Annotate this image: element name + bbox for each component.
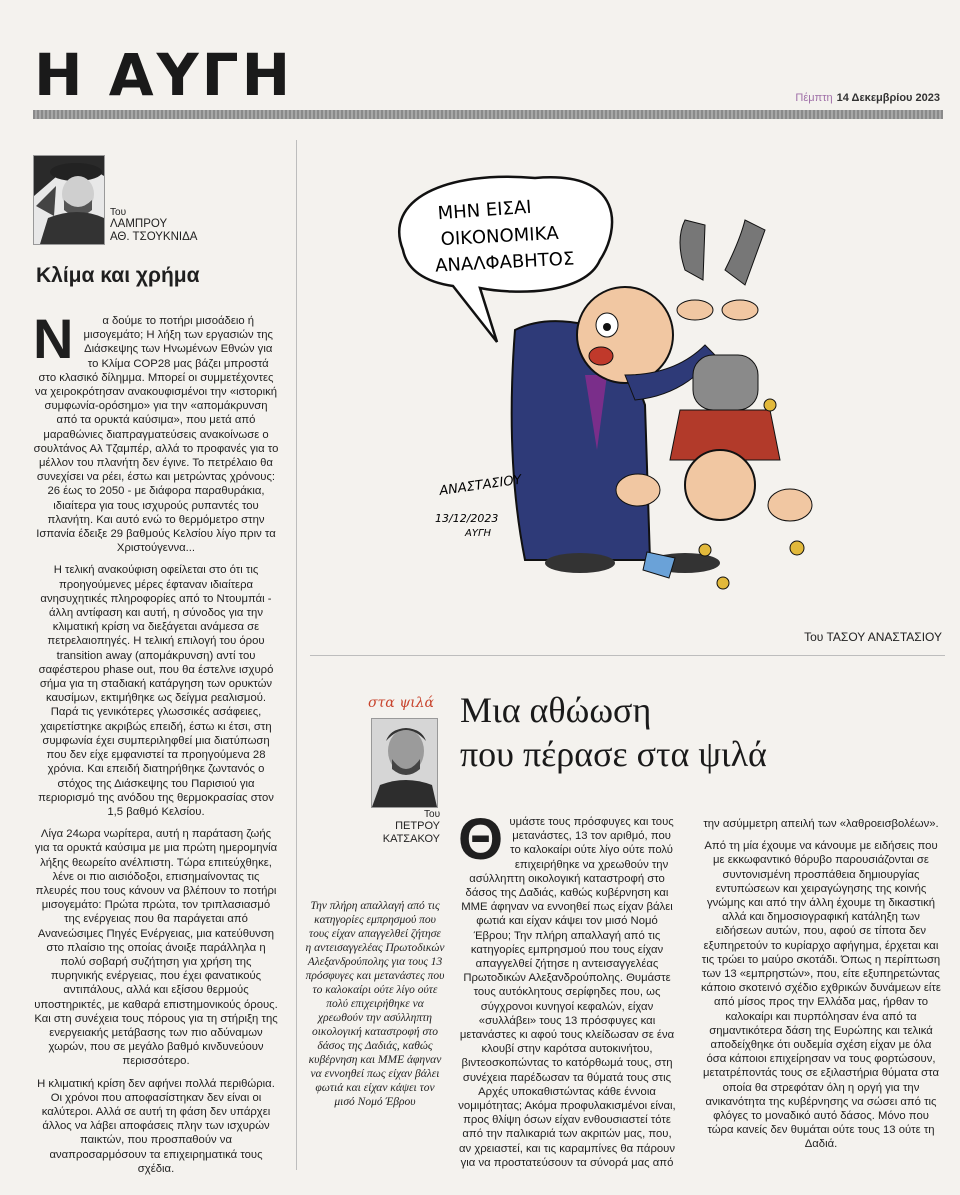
feature-author-prefix: Του [424, 809, 441, 820]
feature-paragraph: Θυμάστε τους πρόσφυγες και τους μετανάστες, 13 τον αριθμό, που το καλοκαίρι ούτε λίγο ούτε πολύ επιχειρήθηκε να χρεωθούν την ασύλληπτη οικολογική καταστροφή στο δάσος της Δαδιάς, καθώς κυβέρνηση και ΜΜΕ άφηναν να εννοηθεί πως είχαν βάλει φωτιά και είχαν κάψει τον μισό Νομό Έβρου; Την πλήρη απαλλαγή από τις κατηγορίες εμπρησμού που τους είχαν απαγγελθεί ζήτησε η αντεισαγγελέας Πρωτοδικών Αλεξανδρούπολης. Θυμάστε τους αυτόκλητους σερίφηδες που, ως σύγχρονοι κυνηγοί κεφαλών, είχαν «συλλάβει» τους 13 πρόσφυγες και μετανάστες κι αφού τους κλείδωσαν σε ένα κλουβί στην καρότσα αυτοκινήτου, βιντεοσκοπώντας το κατόρθωμά τους, στη συνέχεια παρέδωσαν τα θύματά τους στις Αρχές υποκαθιστώντας κάθε έννοια νομιμότητας; Ακόμα προφυλακισμένοι είναι, προς θλίψη όσων είχαν ενθουσιαστεί τότε από την παλικαριά των ακριτών μας, που, αν χρειαστεί, και τις καραμπίνες θα πάρουν για να προστατεύσουν τα σύνορά μας από [458, 807, 676, 1169]
cartoonist-signature: ΑΝΑΣΤΑΣΙΟΥ [438, 472, 523, 499]
author-prefix: Του [110, 207, 127, 218]
column-divider [296, 140, 297, 1170]
column-title: Κλίμα και χρήμα [36, 264, 200, 287]
feature-author-byline [366, 820, 440, 846]
cartoon-paper: ΑΥΓΗ [465, 528, 492, 539]
author-last-name: ΑΘ. ΤΣΟΥΚΝΙΔΑ [110, 231, 198, 243]
author-photo [33, 155, 105, 245]
dateline [795, 92, 940, 104]
feature-paragraph: την ασύμμετρη απειλή των «λαθροεισβολέων». [703, 818, 939, 830]
column-paragraph: Η κλιματική κρίση δεν αφήνει πολλά περιθώρια. Οι χρόνοι που αποφασίστηκαν δεν είναι οι καλύτεροι. Αλλά σε αυτή τη φάση δεν υπάρχει άλλος να λάβει αποφάσεις πλην των ισχυρών παικτών, που προσπαθούν να αναπροσαρμόσουν τα επιχειρηματικά τους σχέδια. [37, 1077, 275, 1175]
feature-author-first: ΠΕΤΡΟΥ [395, 820, 440, 832]
cartoon-credit [804, 630, 942, 644]
cartoon-credit-prefix: Του [804, 630, 824, 644]
column-body [33, 307, 279, 1184]
author-first-name: ΛΑΜΠΡΟΥ [110, 218, 168, 230]
column-dropcap: Ν [33, 307, 74, 370]
column-paragraph: Λίγα 24ωρα νωρίτερα, αυτή η παράταση ζωής για τα ορυκτά καύσιμα με μια πρώτη ημερομηνία λήξης θεωρείτο ανέλπιστη. Τώρα επιτεύχθηκε, λένε οι πιο αισιόδοξοι, επισημαίνοντας τις πλευρές που τους κάνουν να βλέπουν το ποτήρι μισογεμάτο: Πρώτα πρώτα, τον τριπλασιασμό της ενέργειας που θα παράγεται από Ανανεώσιμες Πηγές Ενέργειας, μια κατεύθυνση στο πλαίσιο της οποίας άνοιξε παράλληλα η πολύ σοβαρή συζήτηση για χρήση της πυρηνικής ενέργειας, που έχει φανατικούς αντιπάλους, αλλά και εξίσου θερμούς υποστηρικτές, με καθαρά επιστημονικούς όρους. Και στη συνέχεια τους πόρους για τη στήριξη της ενεργειακής μετάβασης των πιο αδύναμων χωρών, που σε μεγάλο βαθμό κινδυνεύουν περισσότερο. [34, 828, 278, 1068]
feature-column-1 [458, 807, 676, 1178]
cartoon-credit-name: ΤΑΣΟΥ ΑΝΑΣΤΑΣΙΟΥ [826, 630, 942, 644]
column-paragraph: Ν α δούμε το ποτήρι μισοάδειο ή μισογεμάτο; Η λήξη των εργασιών της Διάσκεψης των Ηνωμένων Εθνών για το Κλίμα COP28 μας βάζει μπροστά στο κλασικό δίλημμα. Μπορεί οι συμμετέχοντες να χειροκρότησαν ανακουφισμένοι την «ιστορική συμφωνία-ορόσημο» για την «απομάκρυνση από τα ορυκτά καύσιμα», που μετά από μαραθώνιες διαπραγματεύσεις ανακοίνωσε ο σουλτάνος Αλ Τζαμπέρ, αλλά το προφανές για το μέλλον του πλανήτη δεν έγινε. Το πετρέλαιο θα συνεχίσει να ρέει, έστω και μετρώντας χρόνους: 26 έως το 2050 - με διάφορα παραθυράκια, ιδιαίτερα για τους ισχυρούς ρυπαντές του πλανήτη. Και αυτό ενώ το θερμόμετρο στην Ισπανία έδειξε 29 βαθμούς Κελσίου λίγο πριν τα Χριστούγεννα... [33, 307, 279, 555]
section-divider [310, 655, 945, 656]
speech-line-3: ΑΝΑΛΦΑΒΗΤΟΣ [434, 248, 575, 277]
feature-column-2 [700, 817, 942, 1160]
feature-headline [460, 688, 767, 776]
masthead-rule [33, 110, 943, 119]
headline-line-1: Μια αθώωση [460, 690, 652, 730]
editorial-cartoon [385, 160, 925, 630]
section-tag: στα ψιλά [368, 695, 435, 711]
speech-line-2: ΟΙΚΟΝΟΜΙΚΑ [440, 222, 560, 251]
author-byline [110, 218, 230, 244]
feature-author-photo [371, 718, 438, 808]
feature-paragraph: Από τη μία έχουμε να κάνουμε με ειδήσεις που με εκκωφαντικό θόρυβο παρουσιάζονται σε συντονισμένη προσπάθεια δημιουργίας εντυπώσεων και χειραγώγησης της κοινής γνώμης και από την άλλη έχουμε τη δικαστική αλλά και δημοσιογραφική κατάληξη των ειδήσεων αυτών, που, αφού σε τίποτα δεν εξυπηρετούν το κυρίαρχο αφήγημα, έρχεται και τις τρώει το μαύρο σκοτάδι. Όπως η περίπτωση των 13 «εμπρηστών», που, είτε εξυπηρετώντας κάποιο σκοτεινό σχέδιο εχθρικών δυνάμεων είτε από μίσος προς την Ελλάδα μας, ήρθαν το καλοκαίρι και πυρπόλησαν ένα από τα σημαντικότερα δάση της Ευρώπης και τελικά αποδείχθηκε ότι ουδεμία σχέση είχαν με όλα όσα κάποιοι επιχείρησαν να τους φορτώσουν, μετατρέποντάς τους σε εξιλαστήρια θύματα στα οποία θα στρεφόταν όλη η οργή για την ανικανότητα της κυβέρνησης να σώσει από τις φλόγες το μοναδικό αυτό δάσος. Μόνο που τώρα κανείς δεν θυμάται ούτε τους 13 ούτε τη Δαδιά. [701, 840, 941, 1151]
dateline-day: Πέμπτη [795, 92, 833, 104]
speech-line-1: ΜΗΝ ΕΙΣΑΙ [437, 196, 533, 225]
dateline-date: 14 Δεκεμβρίου 2023 [836, 92, 940, 104]
feature-dropcap: Θ [458, 807, 504, 872]
headline-line-2: που πέρασε στα ψιλά [460, 734, 767, 774]
feature-author-last: ΚΑΤΣΑΚΟΥ [382, 833, 440, 845]
newspaper-masthead: Η ΑΥΓΗ [34, 41, 294, 109]
column-paragraph: Η τελική ανακούφιση οφείλεται στο ότι τις προηγούμενες μέρες έφταναν ιδιαίτερα ανησυχητικές πληροφορίες από το Ντουμπάι - άλλη αντίφαση και αυτή, η σύνοδος για την κλιματική κρίση να διεξάγεται ανάμεσα σε πετρελαιοπηγές. Η τελική επιλογή του όρου transition away (απομάκρυνση) αντί του σαφέστερου phase out, που θα έστελνε ισχυρό σήμα για τη σταδιακή κατάργηση των ορυκτών καυσίμων, εκτιμήθηκε ως δείγμα ρεαλισμού. Παρά τις γενικότερες γλωσσικές ασάφειες, χαιρετίστηκε ακριβώς επειδή, έστω κι έτσι, στη συμφωνία έχει συμπεριληφθεί μια διατύπωση που δεν είχε εμφανιστεί τα προηγούμενα 28 χρόνια. Και επειδή διατηρήθηκε ζωντανός ο στόχος της Διάσκεψης του Παρισιού για περιορισμό της ανόδου της θερμοκρασίας στον 1,5 βαθμό Κελσίου. [38, 564, 274, 818]
cartoon-date: 13/12/2023 [435, 512, 499, 525]
pull-quote: Την πλήρη απαλλαγή από τις κατηγορίες εμπρησμού που τους είχαν απαγγελθεί ζήτησε η αντεισαγγελέας Πρωτοδικών Αλεξανδρούπολης για τους 13 πρόσφυγες και μετανάστες που το καλοκαίρι ούτε λίγο ούτε πολύ επιχειρήθηκε να χρεωθούν την ασύλληπτη οικολογική καταστροφή στο δάσος της Δαδιάς, καθώς κυβέρνηση και ΜΜΕ άφηναν να εννοηθεί πως είχαν βάλει φωτιά και είχαν κάψει τον μισό Νομό Έβρου [305, 900, 445, 1108]
